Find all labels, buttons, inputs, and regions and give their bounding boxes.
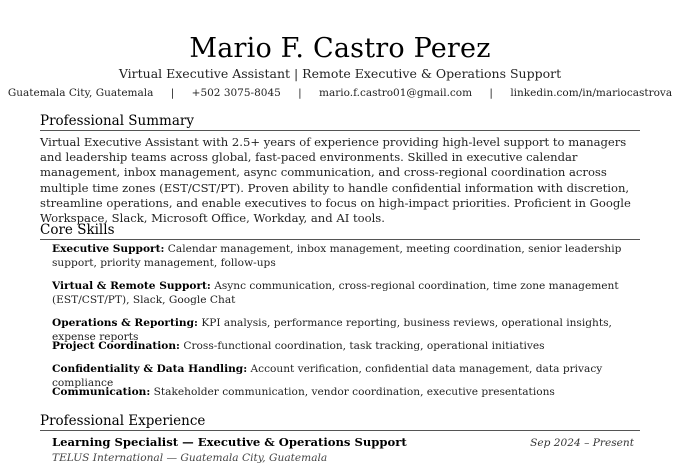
skill-item [52, 386, 644, 400]
skill-label: Project Coordination: [52, 340, 180, 352]
skill-label: Confidentiality & Data Handling: [52, 363, 248, 375]
skill-label: Operations & Reporting: [52, 317, 198, 329]
job-title: Learning Specialist — Executive & Operations Support [52, 435, 407, 449]
contact-separator: | [298, 87, 302, 99]
contact-phone[interactable]: +502 3075-8045 [191, 87, 281, 99]
skill-text: Stakeholder communication, vendor coordination, executive presentations [153, 386, 555, 398]
candidate-subtitle: Virtual Executive Assistant | Remote Executive & Operations Support [118, 66, 562, 81]
contact-separator: | [489, 87, 493, 99]
contact-linkedin[interactable]: linkedin.com/in/mariocastrova [510, 87, 673, 99]
summary-text: Virtual Executive Assistant with 2.5+ years of experience providing high-level support to managers and leadership teams across global, fast-paced environments. Skilled in executive calendar management, inbox management, async communication, and cross-regional coordination across multiple time zones (EST/CST/PT). Proven ability to handle confidential information with discretion, streamline operations, and enable executives to focus on high-impact priorities. Proficient in Google Workspace, Slack, Microsoft Office, Workday, and AI tools. [40, 135, 631, 226]
skill-label: Virtual & Remote Support: [52, 280, 211, 292]
summary-heading: Professional Summary [40, 113, 640, 131]
skill-item [52, 280, 644, 307]
candidate-name: Mario F. Castro Perez [189, 33, 491, 64]
skill-text: KPI analysis, performance reporting, business reviews, operational insights, expense reports [52, 317, 612, 343]
skill-item [52, 340, 644, 354]
skills-heading: Core Skills [40, 222, 640, 240]
job-organization: TELUS International — Guatemala City, Guatemala [52, 452, 328, 464]
contact-line [0, 86, 680, 100]
job-dates: Sep 2024 – Present [530, 437, 634, 449]
contact-email[interactable]: mario.f.castro01@gmail.com [319, 87, 473, 99]
skill-text: Async communication, cross-regional coordination, time zone management (EST/CST/PT), Slack, Google Chat [52, 280, 619, 306]
experience-heading: Professional Experience [40, 413, 640, 431]
contact-separator: | [170, 87, 175, 99]
skill-text: Account verification, confidential data management, data privacy compliance [52, 363, 603, 389]
skill-label: Executive Support: [52, 243, 165, 255]
skill-item [52, 243, 644, 270]
skill-label: Communication: [52, 386, 151, 398]
contact-location: Guatemala City, Guatemala [7, 87, 154, 99]
skill-text: Cross-functional coordination, task tracking, operational initiatives [183, 340, 545, 352]
skill-text: Calendar management, inbox management, meeting coordination, senior leadership support, priority management, follow-ups [52, 243, 622, 269]
